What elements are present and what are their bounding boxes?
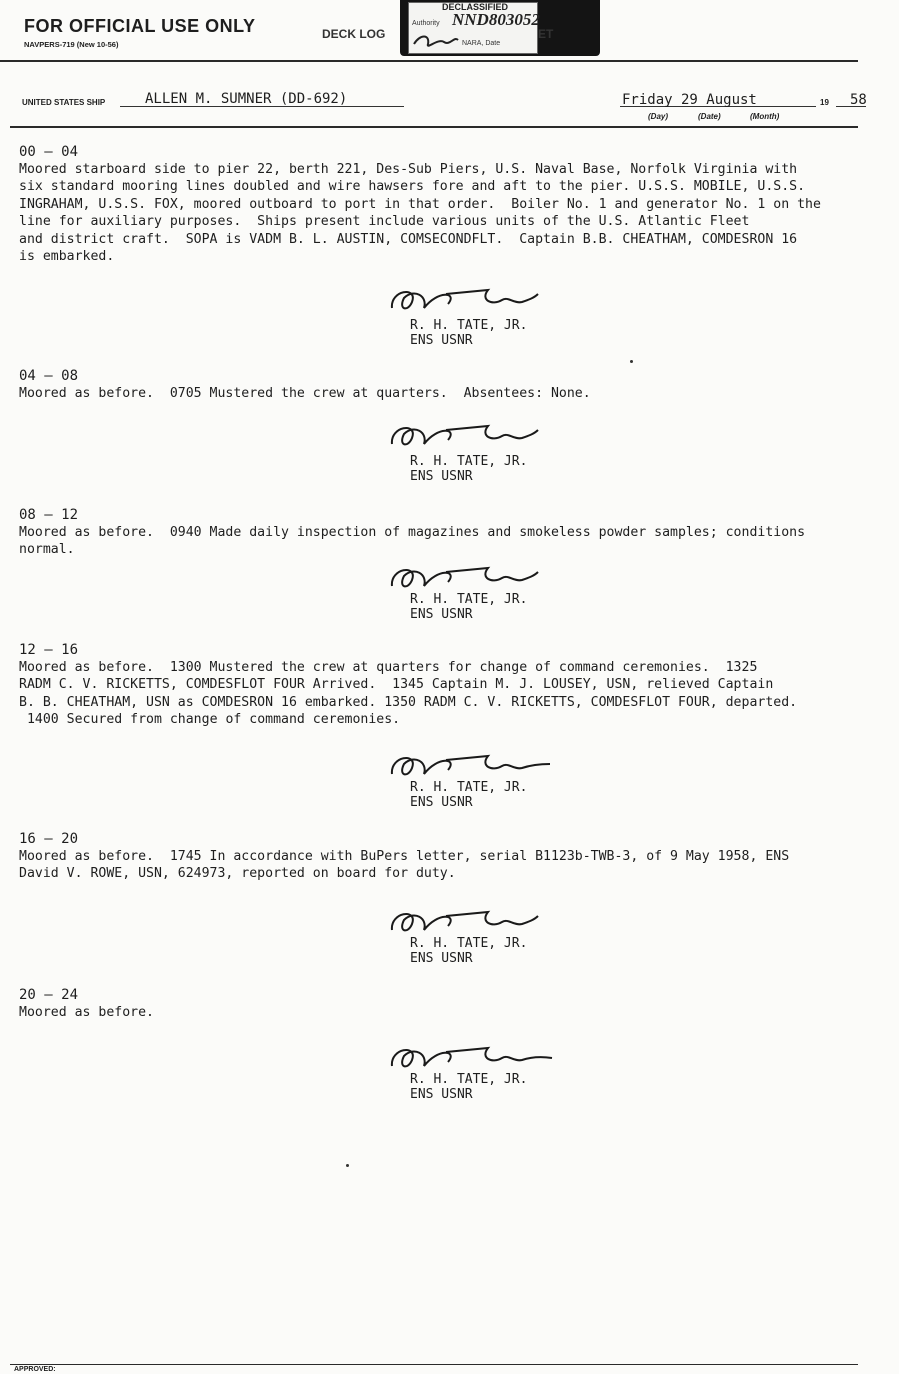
approved-label: APPROVED: — [14, 1366, 56, 1373]
watch-period: 12 – 16 — [19, 642, 79, 658]
signer-name: R. H. TATE, JR. — [410, 780, 528, 795]
log-year: 58 — [850, 92, 867, 108]
scan-speck — [346, 1164, 349, 1167]
signature-block-08-12 — [388, 562, 578, 622]
watch-period: 20 – 24 — [19, 987, 79, 1003]
signature-block-20-24 — [388, 1042, 578, 1102]
watch-entry-20-24 — [19, 987, 879, 1021]
watch-entry-08-12 — [19, 507, 879, 559]
signature-block-04-08 — [388, 420, 578, 484]
handwritten-signature — [388, 1042, 558, 1072]
stamp-authority-number: NND803052 — [452, 10, 540, 29]
deck-log-label-tail: ET — [538, 27, 554, 41]
footer-rule — [10, 1364, 858, 1365]
watch-period: 08 – 12 — [19, 507, 79, 523]
signer-name: R. H. TATE, JR. — [410, 454, 528, 469]
caption-date: (Date) — [698, 112, 721, 121]
signer-rank: ENS USNR — [410, 795, 473, 810]
stamp-nara-date: NARA, Date — [462, 40, 501, 47]
signer-name: R. H. TATE, JR. — [410, 936, 528, 951]
signer-rank: ENS USNR — [410, 333, 473, 348]
classification-heading: FOR OFFICIAL USE ONLY — [24, 16, 256, 36]
signer-name: R. H. TATE, JR. — [410, 318, 528, 333]
watch-narrative: Moored as before. 0940 Made daily inspection of magazines and smokeless powder samples; conditions normal. — [19, 525, 806, 558]
watch-narrative: Moored as before. 1300 Mustered the crew at quarters for change of command ceremonies. 1325 RADM C. V. RICKETTS, COMDESFLOT FOUR Arrived. 1345 Captain M. J. LOUSEY, USN, relieved Captain B. B. CHEATHAM, USN as COMDESRON 16 embarked. 1350 RADM C. V. RICKETTS, COMDESFLOT FOUR, departed. 1400 Secured from change of command ceremonies. — [19, 660, 798, 728]
log-date: Friday 29 August — [622, 92, 757, 108]
caption-day: (Day) — [648, 112, 669, 121]
watch-narrative: Moored as before. — [19, 1005, 154, 1020]
header-rule — [0, 60, 858, 62]
year-prefix: 19 — [820, 98, 829, 107]
deck-log-label: DECK LOG — [322, 27, 386, 41]
signature-block-12-16 — [388, 750, 578, 810]
watch-period: 00 – 04 — [19, 144, 79, 160]
watch-entry-12-16 — [19, 642, 879, 729]
signer-rank: ENS USNR — [410, 951, 473, 966]
signer-rank: ENS USNR — [410, 469, 473, 484]
handwritten-signature — [388, 906, 548, 936]
stamp-heading: DECLASSIFIED — [442, 2, 509, 12]
ship-label: UNITED STATES SHIP — [22, 98, 106, 107]
watch-entry-16-20 — [19, 831, 879, 883]
stamp-initials-mark — [410, 30, 462, 52]
stamp-authority-label: Authority — [412, 20, 440, 27]
watch-narrative: Moored starboard side to pier 22, berth 221, Des-Sub Piers, U.S. Naval Base, Norfolk Virginia with six standard mooring lines doubled and wire hawsers fore and aft to the pier. U.S.S. MOBILE, U.S.S. INGRAHAM, U.S.S. FOX, moored outboard to port in that order. Boiler No. 1 and generator No. 1 on the line for auxiliary purposes. Ships present include various units of the U.S. Atlantic Fleet and district craft. SOPA is VADM B. L. AUSTIN, COMSECONDFLT. Captain B.B. CHEATHAM, COMDESRON 16 is embarked. — [19, 162, 821, 265]
handwritten-signature — [388, 420, 548, 454]
signer-name: R. H. TATE, JR. — [410, 1072, 528, 1087]
watch-narrative: Moored as before. 0705 Mustered the crew at quarters. Absentees: None. — [19, 386, 591, 401]
signer-name: R. H. TATE, JR. — [410, 592, 528, 607]
scan-speck — [630, 360, 633, 363]
handwritten-signature — [388, 284, 548, 318]
signer-rank: ENS USNR — [410, 607, 473, 622]
watch-entry-00-04 — [19, 144, 879, 265]
watch-entry-04-08 — [19, 368, 879, 402]
form-number: NAVPERS-719 (New 10-56) — [24, 40, 119, 49]
watch-period: 16 – 20 — [19, 831, 79, 847]
watch-period: 04 – 08 — [19, 368, 79, 384]
signature-block-00-04 — [388, 284, 578, 348]
handwritten-signature — [388, 750, 558, 780]
ship-name: ALLEN M. SUMNER (DD-692) — [145, 91, 348, 107]
ship-line-rule — [10, 126, 858, 128]
signer-rank: ENS USNR — [410, 1087, 473, 1102]
handwritten-signature — [388, 562, 548, 592]
signature-block-16-20 — [388, 906, 578, 966]
watch-narrative: Moored as before. 1745 In accordance with BuPers letter, serial B1123b-TWB-3, of 9 May 1958, ENS David V. ROWE, USN, 624973, reported on board for duty. — [19, 849, 790, 882]
caption-month: (Month) — [750, 112, 780, 121]
